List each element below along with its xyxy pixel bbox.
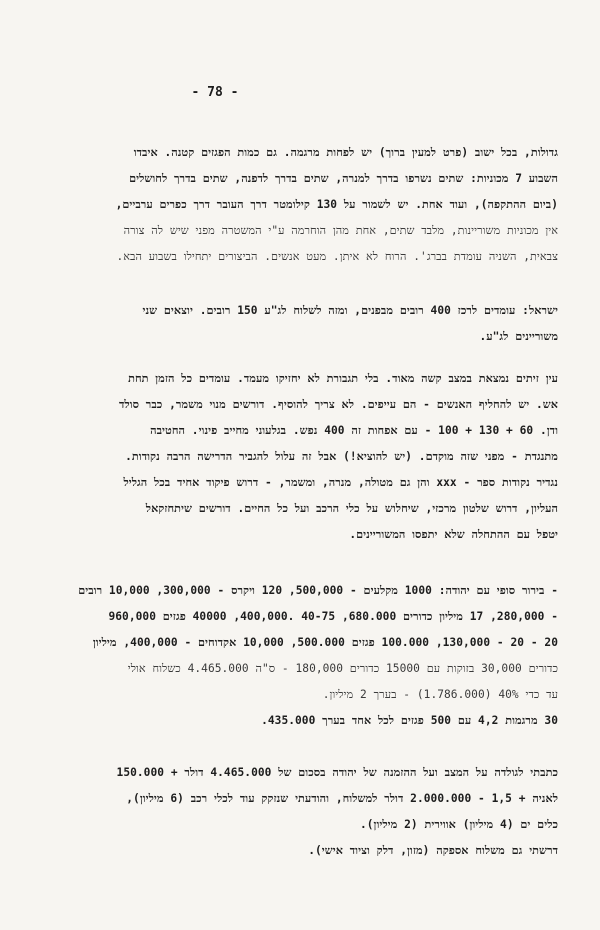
text-line: עד כדי 40% (1.786.000) - בערך 2 מיליון. <box>322 688 558 701</box>
text-line: ודן. 60 + 130 + 100 - עם אפחות זה 400 נפש. בגלעוני מחייב פינוי. החטיבה <box>150 424 558 437</box>
text-line: צבאית, השניה עומדת בברג'. הרוח לא איתן. מעט אנשים. הביצורים יתחילו בשבוע הבא. <box>116 250 558 263</box>
text-line: ישראל: עומדים לרכז 400 רובים מבפנים, ומזה לשלוח לג"ע 150 רובים. יוצאים שני <box>142 304 558 317</box>
text-line: העליון, דרוש שלטון מרכזי, שיחלוש על כלי הרכב ועל כל החיים. דורשים שיתחזקאל <box>145 502 558 515</box>
text-line: נגדיר נקודות ספר - xxx והן גם מטולה, מנרה, ומשמר, - דרוש פיקוד אחיד בכל הגליל <box>123 476 558 489</box>
text-line: כתבתי לגולדה על המצב ועל ההזמנה של יהודה בסכום של 4.465.000 דולר + 150.000 <box>116 766 558 779</box>
paragraph-ein-zeitim <box>119 366 558 548</box>
text-line: משוריינים לג"ע. <box>479 330 558 343</box>
text-line: השבוע 7 מכוניות: שתים נשרפו בדרך למנרה, שתים בדרך לדפנה, שתים בדרך לחושלים <box>129 172 558 185</box>
text-line: (ביום ההתקפה), ועוד אחת. יש לשמור על 130 קילומטר דרך העובר דרך כפרים ערביים, <box>115 198 558 211</box>
text-line: אש. יש להחליף האנשים - הם עייפים. לא צריך להוסיף. דורשים מנוי משמר, כבר סולד <box>118 398 558 411</box>
paragraph-galilee-settlements <box>116 140 558 270</box>
text-line: כדורים 30,000 בזוקות עם 15000 כדורים 180,000 - ס"ה 4.465.000 כשלוח אולי <box>127 662 558 675</box>
paragraph-golda-letter <box>117 760 558 864</box>
text-line: מתנגדת - מפני שזה מוקדם. (יש להוציא!) אבל זה עלול להגביר הדרישה הרבה נקודות. <box>125 450 558 463</box>
text-line: דרשתי גם משלוח אספקה (מזון, דלק וציוד אישי). <box>308 844 558 857</box>
page-number: - 78 - <box>191 85 239 100</box>
text-line: - 280,000, 17 מיליון כדורים 680.000, 40-75 .400,000, 40000 פגזים 960,000 <box>108 610 558 623</box>
text-line: - בירור סופי עם יהודה: 1000 מקלעים - 500,000, 120 ויקרס - 300,000, 10,000 רובים <box>78 584 558 597</box>
text-line: לאניה + 1,5 - 2.000.000 דולר למשלוח, והודעתי שנזקק עוד לכלי רכב (6 מיליון), <box>126 792 558 805</box>
text-line: 30 מרגמות 4,2 עם 500 פגזים לכל אחד בערך 435.000. <box>261 714 558 727</box>
text-line: יטפל עם ההתחלה שלא יתפסו המשוריינים. <box>349 528 558 541</box>
text-line: 20 - 20 - 130,000, 100.000 פגזים 500.000, 10,000 אקדוחים - 400,000, מיליון <box>92 636 558 649</box>
text-line: גדולות, בכל ישוב (פרט למעין ברוך) יש לפחות מרגמה. גם כמות הפגזים קטנה. איבדו <box>133 146 558 159</box>
text-line: עין זיתים נמצאת במצב קשה מאוד. בלי תגבורת לא יחזיקו מעמד. עומדים כל הזמן תחת <box>128 372 558 385</box>
text-line: כלים ים (4 מיליון) אווירית (2 מיליון). <box>359 818 558 831</box>
paragraph-rifles <box>142 298 558 350</box>
paragraph-arms-order <box>78 578 558 734</box>
text-line: אין מכוניות משוריינות, מלבד שתים, אחת מהן הוחרמה ע"י המשטרה מפני שיש לה צורה <box>123 224 558 237</box>
